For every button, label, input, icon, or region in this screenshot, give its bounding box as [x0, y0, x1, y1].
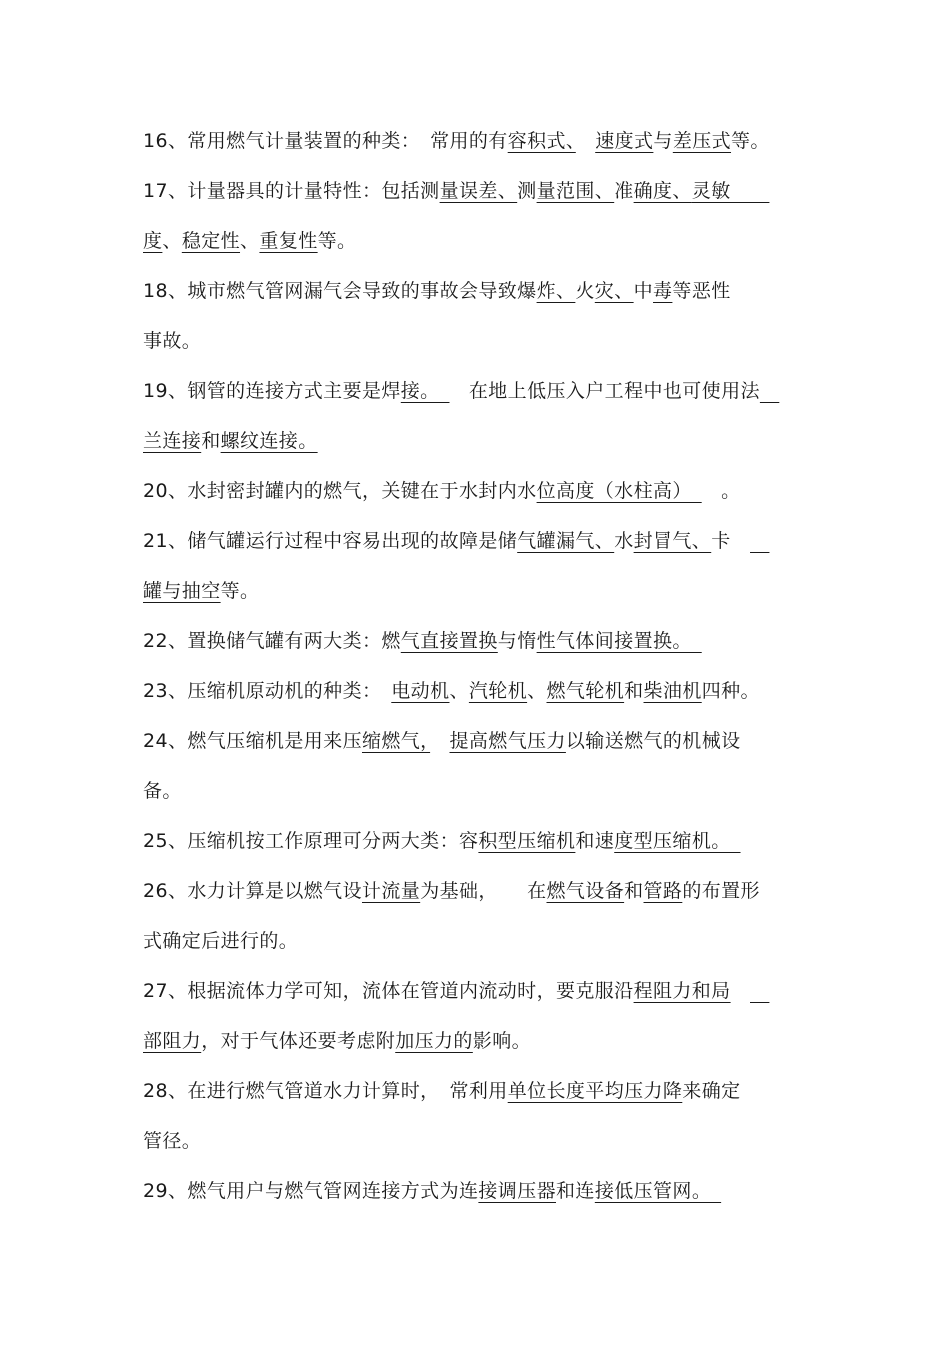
document-body: [143, 118, 813, 1218]
question-text: [731, 530, 750, 552]
question-text: 卡: [711, 530, 731, 552]
question-text: 26、水力计算是以燃气设: [143, 880, 362, 902]
question-text: 以输送燃气的机械设: [565, 730, 741, 752]
text-line: [143, 318, 813, 368]
question-text: 的布置形: [682, 880, 760, 902]
question-text: 和速: [575, 830, 615, 852]
question-text: 25、压缩机按工作原理可分两大类：容: [143, 830, 479, 852]
question-text: 、: [449, 680, 469, 702]
answer-blank: [760, 380, 779, 402]
question-text: 和: [624, 880, 644, 902]
answer-blank: 确度、: [633, 180, 692, 202]
answer-blank: 螺纹连接。: [220, 430, 318, 452]
answer-blank: 稳定性: [181, 230, 241, 252]
answer-blank: [750, 530, 769, 552]
answer-blank: 程阻力和局: [633, 980, 731, 1002]
text-line: [143, 368, 813, 418]
answer-blank: 计流量: [361, 880, 421, 902]
answer-blank: 气直接置换: [400, 630, 498, 652]
question-text: [731, 980, 750, 1002]
question-text: 与惰: [497, 630, 537, 652]
answer-blank: 差压式: [672, 130, 732, 152]
question-text: 水: [614, 530, 634, 552]
question-text: 19、钢管的连接方式主要是焊: [143, 380, 401, 402]
text-line: [143, 1018, 813, 1068]
answer-blank: 重复性: [259, 230, 318, 252]
answer-blank: 提高燃气压力: [449, 730, 566, 752]
question-text: 、: [527, 680, 547, 702]
answer-blank: 接调压器: [478, 1180, 556, 1202]
question-text: 20、水封密封罐内的燃气，关键在于水封内水: [143, 480, 537, 502]
text-line: [143, 468, 813, 518]
question-text: 21、储气罐运行过程中容易出现的故障是储: [143, 530, 518, 552]
question-text: 与: [653, 130, 673, 152]
text-line: [143, 1068, 813, 1118]
question-text: 和: [201, 430, 221, 452]
text-line: [143, 618, 813, 668]
text-line: [143, 818, 813, 868]
question-text: 准: [614, 180, 634, 202]
question-text: 23、压缩机原动机的种类：: [143, 680, 392, 702]
text-line: [143, 268, 813, 318]
text-line: [143, 118, 813, 168]
answer-blank: 燃气设备: [546, 880, 625, 902]
answer-blank: 速度式: [595, 130, 654, 152]
question-text: 等恶性: [672, 280, 731, 302]
answer-blank: 部阻力: [143, 1030, 202, 1052]
text-line: [143, 668, 813, 718]
question-text: 27、根据流体力学可知，流体在管道内流动时，要克服沿: [143, 980, 634, 1002]
answer-blank: 气罐漏气、: [517, 530, 615, 552]
question-text: 、: [162, 230, 182, 252]
question-text: 等。: [317, 230, 357, 252]
question-text: 中: [633, 280, 654, 302]
question-text: 28、在进行燃气管道水力计算时， 常利用: [143, 1080, 508, 1102]
answer-blank: 燃气轮机: [546, 680, 625, 702]
question-text: [576, 130, 595, 152]
question-text: 四种。: [701, 680, 760, 702]
answer-blank: 度: [143, 230, 163, 252]
answer-blank: 量范围、: [536, 180, 615, 202]
question-text: [430, 730, 449, 752]
text-line: [143, 418, 813, 468]
answer-blank: 容积式、: [507, 130, 576, 152]
answer-blank: 接低压管网。: [594, 1180, 722, 1202]
answer-blank: 积型压缩机: [478, 830, 576, 852]
text-line: [143, 718, 813, 768]
question-text: 管径。: [143, 1130, 202, 1152]
answer-blank: 毒: [653, 280, 673, 302]
question-text: 、: [240, 230, 260, 252]
question-text: 事故。: [143, 330, 202, 352]
answer-blank: 管路: [643, 880, 683, 902]
answer-blank: 缩燃气，: [361, 730, 431, 752]
question-text: 18、城市燃气管网漏气会导致的事故会导致爆: [143, 280, 537, 302]
answer-blank: 加压力的: [395, 1030, 473, 1052]
question-text: 29、燃气用户与燃气管网连接方式为连: [143, 1180, 479, 1202]
answer-blank: 灵敏: [691, 180, 770, 202]
question-text: 和: [624, 680, 644, 702]
question-text: 17、计量器具的计量特性：包括测: [143, 180, 440, 202]
question-text: 备。: [143, 780, 182, 802]
question-text: 火: [575, 280, 595, 302]
question-text: 等。: [220, 580, 260, 602]
answer-blank: 位高度（水柱高）: [536, 480, 702, 502]
question-text: 测: [517, 180, 537, 202]
question-text: ，对于气体还要考虑附: [201, 1030, 396, 1052]
answer-blank: 汽轮机: [468, 680, 528, 702]
answer-blank: 封冒气、: [633, 530, 712, 552]
text-line: [143, 218, 813, 268]
question-text: 为基础， 在: [420, 880, 547, 902]
question-text: 影响。: [472, 1030, 532, 1052]
question-text: 和连: [556, 1180, 595, 1202]
text-line: [143, 868, 813, 918]
answer-blank: 度型压缩机。: [614, 830, 741, 852]
question-text: 。: [701, 480, 741, 502]
question-text: 式确定后进行的。: [143, 930, 299, 952]
question-text: 16、常用燃气计量装置的种类： 常用的有: [143, 130, 508, 152]
question-text: 22、置换储气罐有两大类：燃: [143, 630, 401, 652]
question-text: 24、燃气压缩机是用来压: [143, 730, 362, 752]
answer-blank: 兰连接: [143, 430, 202, 452]
answer-blank: 电动机: [391, 680, 450, 702]
question-text: 在地上低压入户工程中也可使用法: [449, 380, 760, 402]
text-line: [143, 768, 813, 818]
answer-blank: 炸、: [536, 280, 576, 302]
answer-blank: 接。: [400, 380, 450, 402]
text-line: [143, 1168, 813, 1218]
answer-blank: 性气体间接置换。: [536, 630, 702, 652]
answer-blank: [750, 980, 769, 1002]
answer-blank: 罐与抽空: [143, 580, 221, 602]
question-text: 来确定: [682, 1080, 741, 1102]
text-line: [143, 968, 813, 1018]
answer-blank: 单位长度平均压力降: [507, 1080, 683, 1102]
answer-blank: 量误差、: [439, 180, 518, 202]
answer-blank: 柴油机: [643, 680, 702, 702]
text-line: [143, 1118, 813, 1168]
text-line: [143, 568, 813, 618]
question-text: 等。: [731, 130, 770, 152]
text-line: [143, 168, 813, 218]
text-line: [143, 518, 813, 568]
text-line: [143, 918, 813, 968]
answer-blank: 灾、: [594, 280, 634, 302]
